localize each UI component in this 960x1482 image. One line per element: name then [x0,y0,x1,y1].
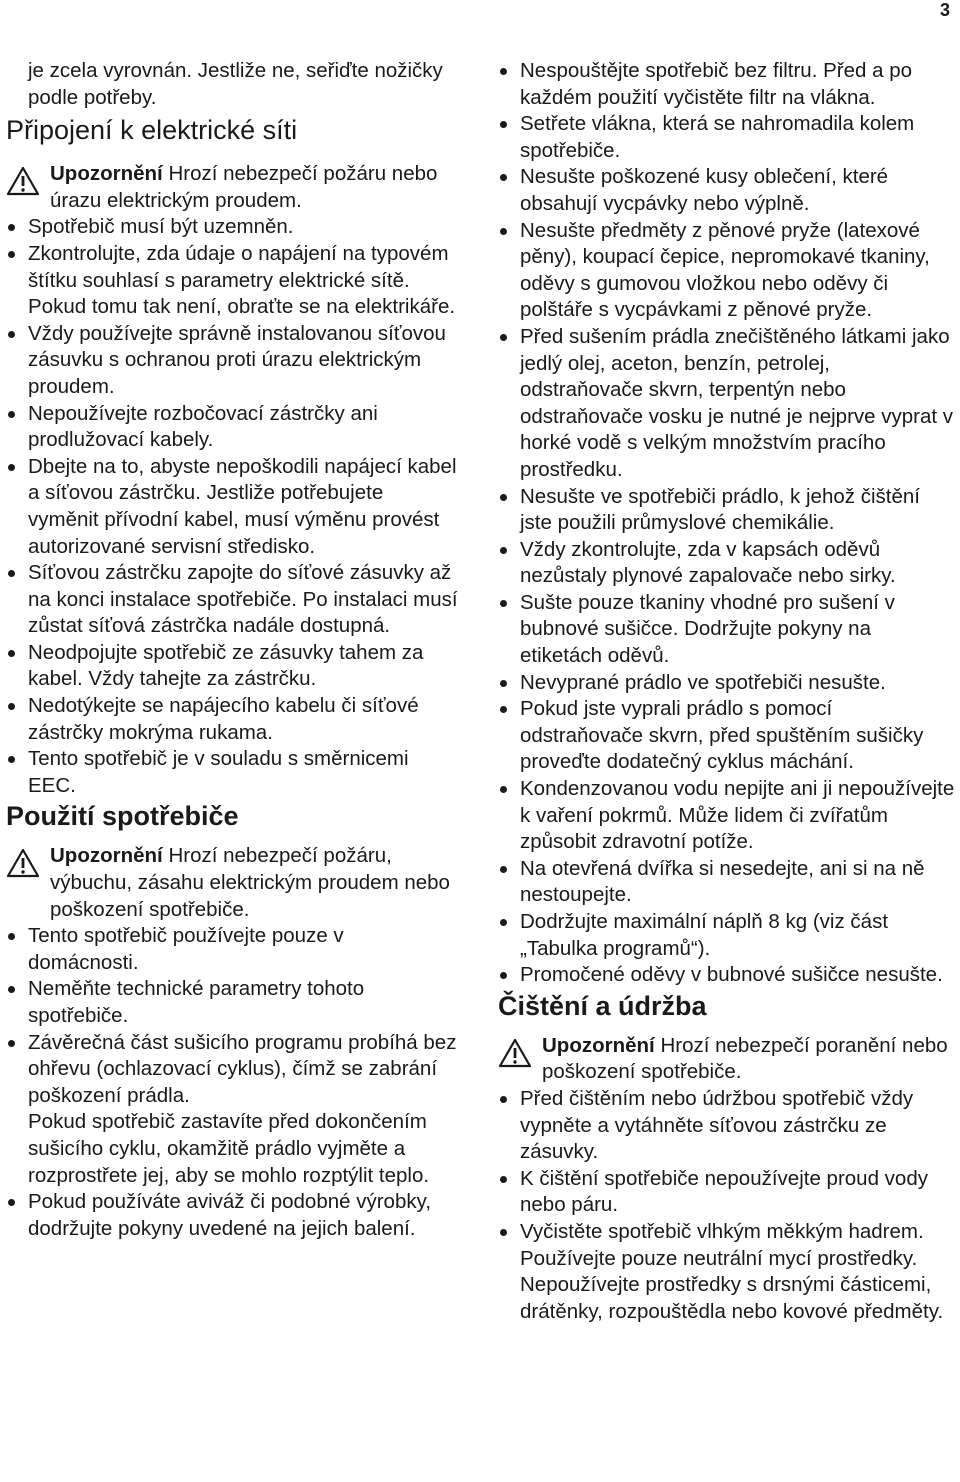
list-item: Promočené oděvy v bubnové sušičce nesušte. [498,962,956,989]
list-item: Nesušte poškozené kusy oblečení, které obsahují vycpávky nebo výplně. [498,164,956,217]
list-item: Nespouštějte spotřebič bez filtru. Před a po každém použití vyčistěte filtr na vlákna. [498,58,956,111]
list-item: Nesušte ve spotřebiči prádlo, k jehož čištění jste použili průmyslové chemikálie. [498,484,956,537]
right-column [498,58,956,1325]
warning-text: Hrozí nebezpečí požáru nebo úrazu elektrickým proudem. [50,162,438,212]
list-item: Kondenzovanou vodu nepijte ani ji nepoužívejte k vaření pokrmů. Může lidem či zvířatům způsobit zdravotní potíže. [498,776,956,856]
intro-text: je zcela vyrovnán. Jestliže ne, seřiďte nožičky podle potřeby. [28,59,443,109]
warning-label: Upozornění [50,844,163,868]
list-item: Vyčistěte spotřebič vlhkým měkkým hadrem. Používejte pouze neutrální mycí prostředky. Nepoužívejte prostředky s drsnými částicemi, drátěnky, rozpouštědla nebo kovové předměty. [498,1219,956,1325]
list-item: Nepoužívejte rozbočovací zástrčky ani prodlužovací kabely. [6,401,458,454]
list-item: Neměňte technické parametry tohoto spotřebiče. [6,976,458,1029]
list-item: Před čištěním nebo údržbou spotřebič vždy vypněte a vytáhněte síťovou zástrčku ze zásuvky. [498,1086,956,1166]
list-item: Nevyprané prádlo ve spotřebiči nesušte. [498,670,956,697]
list-item: Zkontrolujte, zda údaje o napájení na typovém štítku souhlasí s parametry elektrické sítě. Pokud tomu tak není, obraťte se na elektrikáře. [6,241,458,321]
list-item: Pokud jste vyprali prádlo s pomocí odstraňovače skvrn, před spuštěním sušičky proveďte dodatečný cyklus máchání. [498,696,956,776]
list-item: Dodržujte maximální náplň 8 kg (viz část „Tabulka programů“). [498,909,956,962]
section-title-electrical: Připojení k elektrické síti [6,115,298,146]
list-item: Na otevřená dvířka si nesedejte, ani si na ně nestoupejte. [498,856,956,909]
section-title-usage: Použití spotřebiče [6,801,239,832]
list-item: Spotřebič musí být uzemněn. [6,214,458,241]
list-item: K čištění spotřebiče nepoužívejte proud vody nebo páru. [498,1166,956,1219]
list-item: Nesušte předměty z pěnové pryže (latexové pěny), koupací čepice, nepromokavé tkaniny, oděvy s gumovou vložkou nebo oděvy či polštáře s vycpávkami z pěnové pryže. [498,218,956,324]
list-item: Síťovou zástrčku zapojte do síťové zásuvky až na konci instalace spotřebiče. Po instalaci musí zůstat síťová zástrčka nadále dostupná. [6,560,458,640]
warning-text: Hrozí nebezpečí poranění nebo poškození spotřebiče. [542,1033,948,1084]
usage-list-continued [6,1189,458,1242]
list-item: Pokud používáte aviváž či podobné výrobky, dodržujte pokyny uvedené na jejich balení. [6,1189,458,1242]
list-item: Vždy zkontrolujte, zda v kapsách oděvů nezůstaly plynové zapalovače nebo sirky. [498,537,956,590]
list-item: Závěrečná část sušicího programu probíhá bez ohřevu (ochlazovací cyklus), čímž se zabrání poškození prádla. [6,1030,458,1110]
warning-label: Upozornění [50,162,163,186]
usage-list-right [498,58,956,989]
cleaning-list [498,1086,956,1325]
warning-label: Upozornění [542,1033,655,1057]
list-item: Neodpojujte spotřebič ze zásuvky tahem za kabel. Vždy tahejte za zástrčku. [6,640,458,693]
warning-triangle-icon [498,1038,532,1068]
warning-usage [6,843,458,923]
warning-text: Hrozí nebezpečí požáru, výbuchu, zásahu elektrickým proudem nebo poškození spotřebiče. [50,844,450,921]
list-item: Setřete vlákna, která se nahromadila kolem spotřebiče. [498,111,956,164]
usage-continuation-text: Pokud spotřebič zastavíte před dokončením sušicího cyklu, okamžitě prádlo vyjměte a rozprostřete jej, aby se mohlo rozptýlit teplo. [28,1110,430,1187]
list-item: Dbejte na to, abyste nepoškodili napájecí kabel a síťovou zástrčku. Jestliže potřebujete vyměnit přívodní kabel, musí výměnu provést autorizované servisní středisko. [6,454,458,560]
list-item: Nedotýkejte se napájecího kabelu či síťové zástrčky mokrýma rukama. [6,693,458,746]
list-item: Před sušením prádla znečištěného látkami jako jedlý olej, aceton, benzín, petrolej, odstraňovače skvrn, terpentýn nebo odstraňovače vosku je nutné je nejprve vyprat v horké vodě s velkým množstvím pracího prostředku. [498,324,956,484]
warning-cleaning [498,1033,956,1086]
list-item: Tento spotřebič je v souladu s směrnicemi EEC. [6,746,458,799]
list-item: Sušte pouze tkaniny vhodné pro sušení v bubnové sušičce. Dodržujte pokyny na etiketách oděvů. [498,590,956,670]
usage-list [6,923,458,1109]
warning-triangle-icon [6,166,40,196]
electrical-list [6,214,458,799]
left-column [6,58,458,1242]
section-title-cleaning: Čištění a údržba [498,990,707,1021]
warning-electrical [6,161,458,214]
page-number: 3 [939,0,950,20]
list-item: Tento spotřebič používejte pouze v domácnosti. [6,923,458,976]
list-item: Vždy používejte správně instalovanou síťovou zásuvku s ochranou proti úrazu elektrickým proudem. [6,321,458,401]
warning-triangle-icon [6,848,40,878]
